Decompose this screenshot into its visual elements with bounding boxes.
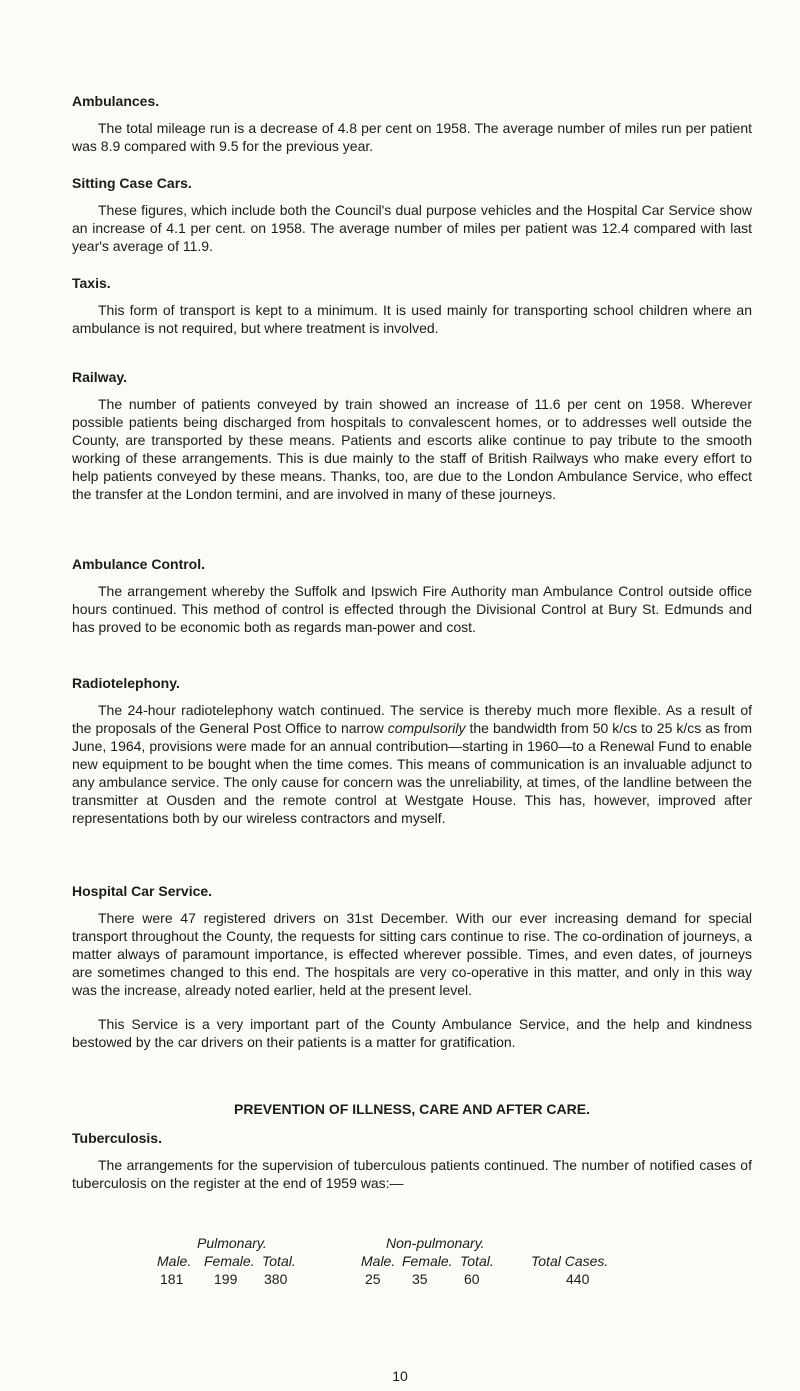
table-cell: 181 xyxy=(160,1271,184,1287)
section-heading: Ambulances. xyxy=(72,93,160,109)
emphasis: compulsorily xyxy=(387,720,466,736)
table-cell: 440 xyxy=(566,1271,590,1287)
section-heading: Tuberculosis. xyxy=(72,1130,162,1146)
table-cell: 60 xyxy=(464,1271,480,1287)
section-heading: Sitting Case Cars. xyxy=(72,175,192,191)
section-heading: Hospital Car Service. xyxy=(72,883,213,899)
section-paragraph: These figures, which include both the Council's dual purpose vehicles and the Hospital Car Service show an increase of 4.1 per cent. on 1958. The average number of miles per patient was 12.4 compared with last year's average of 11.9. xyxy=(72,202,752,254)
page-number: 10 xyxy=(392,1368,408,1384)
prevention-title: PREVENTION OF ILLNESS, CARE AND AFTER CARE. xyxy=(234,1101,590,1117)
section-paragraph: There were 47 registered drivers on 31st December. With our ever increasing demand for special transport throughout the County, the requests for sitting cars continue to rise. The co-ordination of journeys, a matter always of paramount importance, is effected wherever possible. Times, and even dates, of journeys are sometimes changed to this end. The hospitals are very co-operative in this matter, and only in this way was the increase, already noted earlier, held at the present level. xyxy=(72,910,752,998)
table-cell: 380 xyxy=(264,1271,288,1287)
section-taxis xyxy=(72,274,752,337)
column-header: Male. xyxy=(361,1253,396,1269)
section-paragraph: The arrangement whereby the Suffolk and Ipswich Fire Authority man Ambulance Control outside office hours continued. This method of control is effected through the Divisional Control at Bury St. Edmunds and has proved to be economic both as regards man-power and cost. xyxy=(72,583,752,635)
section-railway xyxy=(72,368,752,503)
section-ambulance-control xyxy=(72,555,752,636)
table-cell: 35 xyxy=(412,1271,428,1287)
section-radiotelephony xyxy=(72,674,752,827)
column-header: Female. xyxy=(402,1253,453,1269)
section-paragraph: The arrangements for the supervision of tuberculous patients continued. The number of notified cases of tuberculosis on the register at the end of 1959 was:— xyxy=(72,1157,752,1191)
section-heading: Radiotelephony. xyxy=(72,675,180,691)
section-paragraph: The total mileage run is a decrease of 4.8 per cent on 1958. The average number of miles run per patient was 8.9 compared with 9.5 for the previous year. xyxy=(72,120,752,154)
section-ambulances xyxy=(72,92,752,155)
section-hospital-car-service xyxy=(72,882,752,1051)
column-header: Total. xyxy=(460,1253,494,1269)
group-header-pulmonary: Pulmonary. xyxy=(197,1235,267,1251)
section-heading: Ambulance Control. xyxy=(72,556,206,572)
section-heading: Railway. xyxy=(72,369,127,385)
column-header: Male. xyxy=(157,1253,192,1269)
column-header: Female. xyxy=(204,1253,255,1269)
section-paragraph: This form of transport is kept to a minimum. It is used mainly for transporting school children where an ambulance is not required, but where treatment is involved. xyxy=(72,302,752,336)
table-cell: 199 xyxy=(214,1271,238,1287)
column-header: Total Cases. xyxy=(531,1253,609,1269)
section-heading: Taxis. xyxy=(72,275,111,291)
section-sitting-case-cars xyxy=(72,174,752,255)
section-paragraph: The number of patients conveyed by train showed an increase of 11.6 per cent on 1958. Wherever possible patients being discharged from hospitals to convalescent homes, or to addresses well outside the County, are transported by these means. Patients and escorts alike continue to pay tribute to the smooth working of these arrangements. This is due mainly to the staff of British Railways who make every effort to help patients conveyed by these means. Thanks, too, are due to the London Ambulance Service, who effect the transfer at the London termini, and are involved in many of these journeys. xyxy=(72,396,752,502)
column-header: Total. xyxy=(262,1253,296,1269)
section-paragraph: The 24-hour radiotelephony watch continued. The service is thereby much more flexible. As a result of the proposals of the General Post Office to narrow compulsorily the bandwidth from 50 k/cs to 25 k/cs as from June, 1964, provisions were made for an annual contribution—starting in 1960—to a Renewal Fund to enable new equipment to be bought when the time comes. This means of communication is an invaluable adjunct to any ambulance service. The only cause for concern was the unreliability, at times, of the landline between the transmitter at Ousden and the remote control at Westgate House. This has, however, improved after representations both by our wireless contractors and myself. xyxy=(72,702,752,826)
table-cell: 25 xyxy=(365,1271,381,1287)
section-paragraph: This Service is a very important part of the County Ambulance Service, and the help and kindness bestowed by the car drivers on their patients is a matter for gratification. xyxy=(72,1016,752,1050)
group-header-non-pulmonary: Non-pulmonary. xyxy=(386,1235,485,1251)
section-tuberculosis xyxy=(72,1129,752,1192)
